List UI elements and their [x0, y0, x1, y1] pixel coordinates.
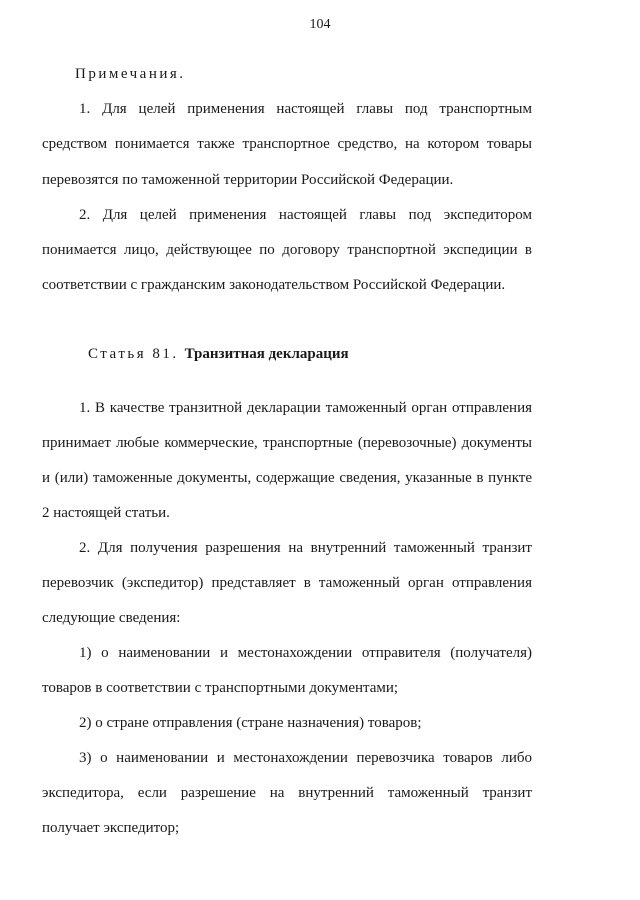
item-1-line-2: товаров в соответствии с транспортными документами; — [42, 680, 399, 696]
para-2-line-1: 2. Для получения разрешения на внутренний таможенный транзит — [79, 540, 532, 556]
item-3-line-3: получает экспедитор; — [42, 820, 180, 836]
para-1-line-1: 1. В качестве транзитной декларации таможенный орган отправления — [79, 400, 532, 416]
item-3-line-1: 3) о наименовании и местонахождении перевозчика товаров либо — [79, 750, 532, 766]
note-2-line-2: понимается лицо, действующее по договору транспортной экспедиции в — [42, 242, 532, 258]
notes-heading: Примечания. — [75, 66, 186, 82]
note-1-line-2: средством понимается также транспортное средство, на котором товары — [42, 136, 532, 152]
article-title: Транзитная декларация — [184, 346, 349, 362]
article-heading — [88, 344, 578, 364]
item-2-line-1: 2) о стране отправления (стране назначения) товаров; — [79, 715, 422, 731]
note-2-line-3: соответствии с гражданским законодательством Российской Федерации. — [42, 277, 506, 293]
page-number: 104 — [309, 17, 331, 32]
para-2-line-3: следующие сведения: — [42, 610, 181, 626]
article-label: Статья 81. — [88, 346, 179, 362]
para-1-line-4: 2 настоящей статьи. — [42, 505, 170, 521]
para-2-line-2: перевозчик (экспедитор) представляет в таможенный орган отправления — [42, 575, 532, 591]
para-1-line-2: принимает любые коммерческие, транспортные (перевозочные) документы — [42, 435, 532, 451]
note-1-line-1: 1. Для целей применения настоящей главы под транспортным — [79, 101, 532, 117]
note-1-line-3: перевозятся по таможенной территории Российской Федерации. — [42, 172, 454, 188]
item-3-line-2: экспедитора, если разрешение на внутренний таможенный транзит — [42, 785, 532, 801]
note-2-line-1: 2. Для целей применения настоящей главы под экспедитором — [79, 207, 532, 223]
para-1-line-3: и (или) таможенные документы, содержащие сведения, указанные в пункте — [42, 470, 532, 486]
item-1-line-1: 1) о наименовании и местонахождении отправителя (получателя) — [79, 645, 532, 661]
